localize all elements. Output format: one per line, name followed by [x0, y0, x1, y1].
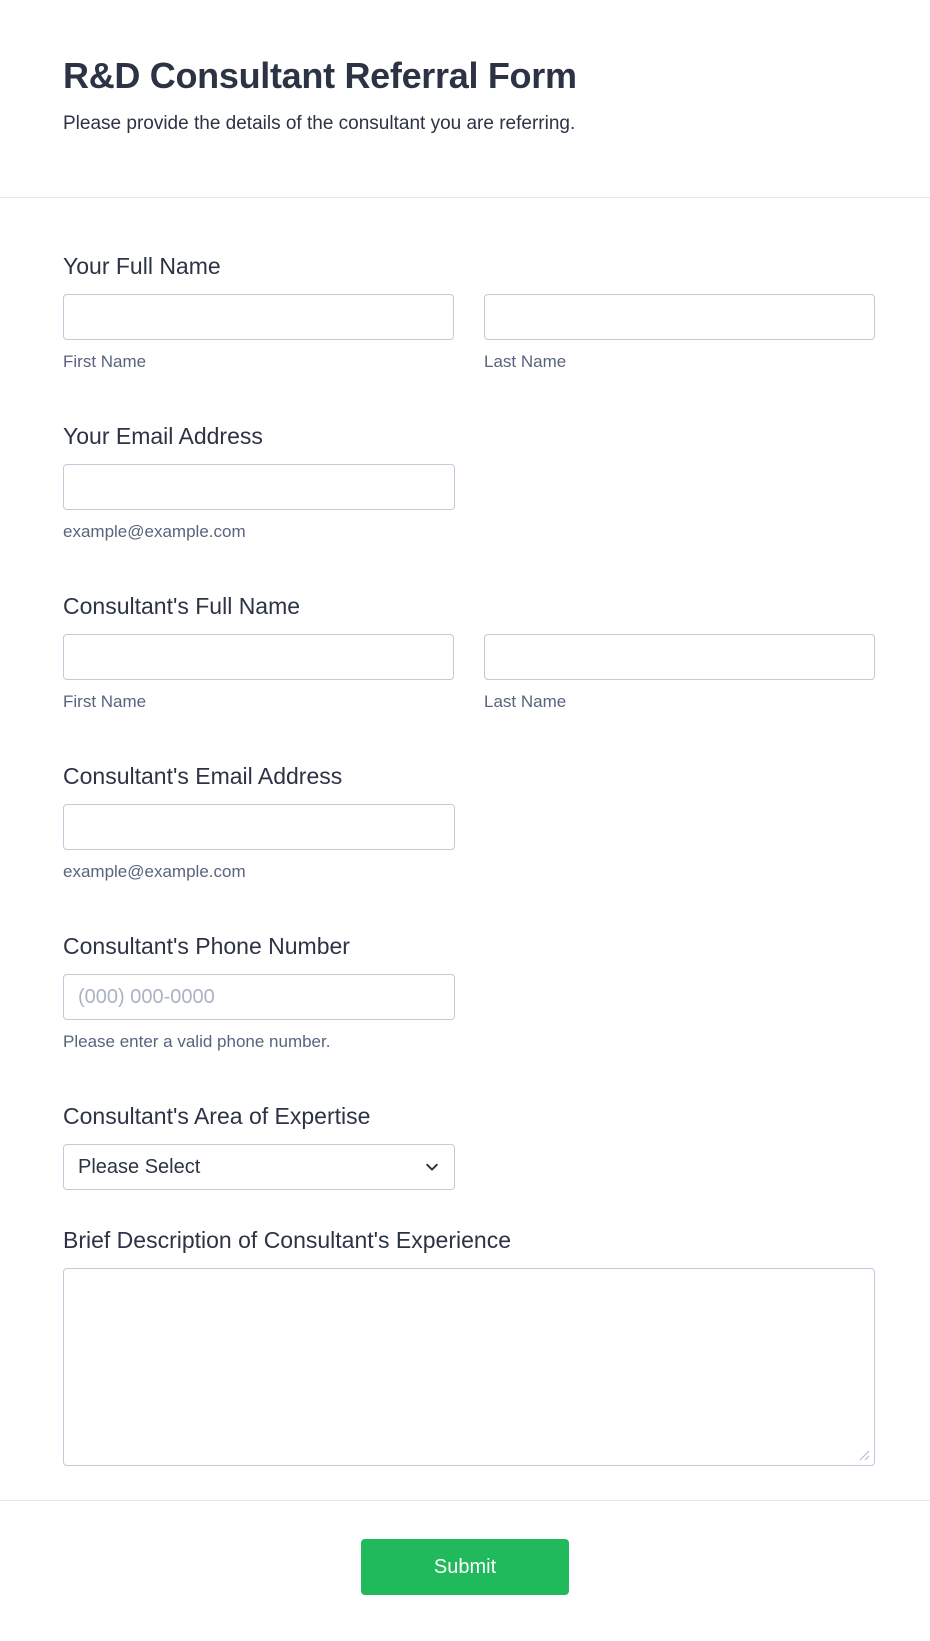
consultant-last-name-input[interactable]	[484, 634, 875, 680]
email-hint: example@example.com	[63, 522, 246, 541]
question-label: Consultant's Phone Number	[63, 933, 350, 959]
question-your-full-name	[63, 252, 875, 372]
consultant-email-input[interactable]	[63, 804, 455, 850]
description-textarea-wrap	[63, 1268, 875, 1466]
form-subtitle: Please provide the details of the consultant you are referring.	[63, 113, 576, 134]
phone-hint: Please enter a valid phone number.	[63, 1032, 331, 1051]
first-name-sublabel: First Name	[63, 692, 147, 711]
question-label: Your Email Address	[63, 423, 263, 449]
form-title: R&D Consultant Referral Form	[63, 55, 577, 96]
chevron-down-icon	[424, 1159, 440, 1175]
first-name-column	[63, 294, 454, 372]
expertise-select[interactable]	[63, 1144, 455, 1190]
first-name-sublabel: First Name	[63, 352, 147, 371]
question-consultant-email	[63, 762, 875, 882]
email-column	[63, 464, 455, 542]
question-label: Your Full Name	[63, 253, 221, 279]
submit-section	[0, 1501, 930, 1641]
email-column	[63, 804, 455, 882]
email-hint: example@example.com	[63, 862, 246, 881]
question-label: Consultant's Full Name	[63, 593, 301, 619]
resize-handle-icon[interactable]	[859, 1450, 870, 1461]
expertise-select-value: Please Select	[78, 1155, 201, 1178]
description-textarea[interactable]	[63, 1268, 875, 1466]
submit-button[interactable]: Submit	[361, 1539, 569, 1595]
question-consultant-phone	[63, 932, 875, 1052]
last-name-column	[484, 634, 875, 712]
consultant-phone-input[interactable]	[63, 974, 455, 1020]
first-name-column	[63, 634, 454, 712]
phone-column	[63, 974, 455, 1052]
name-columns	[63, 294, 875, 372]
name-columns	[63, 634, 875, 712]
last-name-sublabel: Last Name	[484, 352, 567, 371]
question-description	[63, 1226, 875, 1466]
your-first-name-input[interactable]	[63, 294, 454, 340]
form-body	[0, 198, 930, 1500]
question-your-email	[63, 422, 875, 542]
form-header	[0, 0, 930, 197]
question-expertise	[63, 1102, 875, 1190]
question-consultant-full-name	[63, 592, 875, 712]
question-label: Consultant's Area of Expertise	[63, 1103, 371, 1129]
question-label: Brief Description of Consultant's Experience	[63, 1227, 511, 1253]
last-name-column	[484, 294, 875, 372]
last-name-sublabel: Last Name	[484, 692, 567, 711]
your-last-name-input[interactable]	[484, 294, 875, 340]
consultant-first-name-input[interactable]	[63, 634, 454, 680]
your-email-input[interactable]	[63, 464, 455, 510]
question-label: Consultant's Email Address	[63, 763, 343, 789]
